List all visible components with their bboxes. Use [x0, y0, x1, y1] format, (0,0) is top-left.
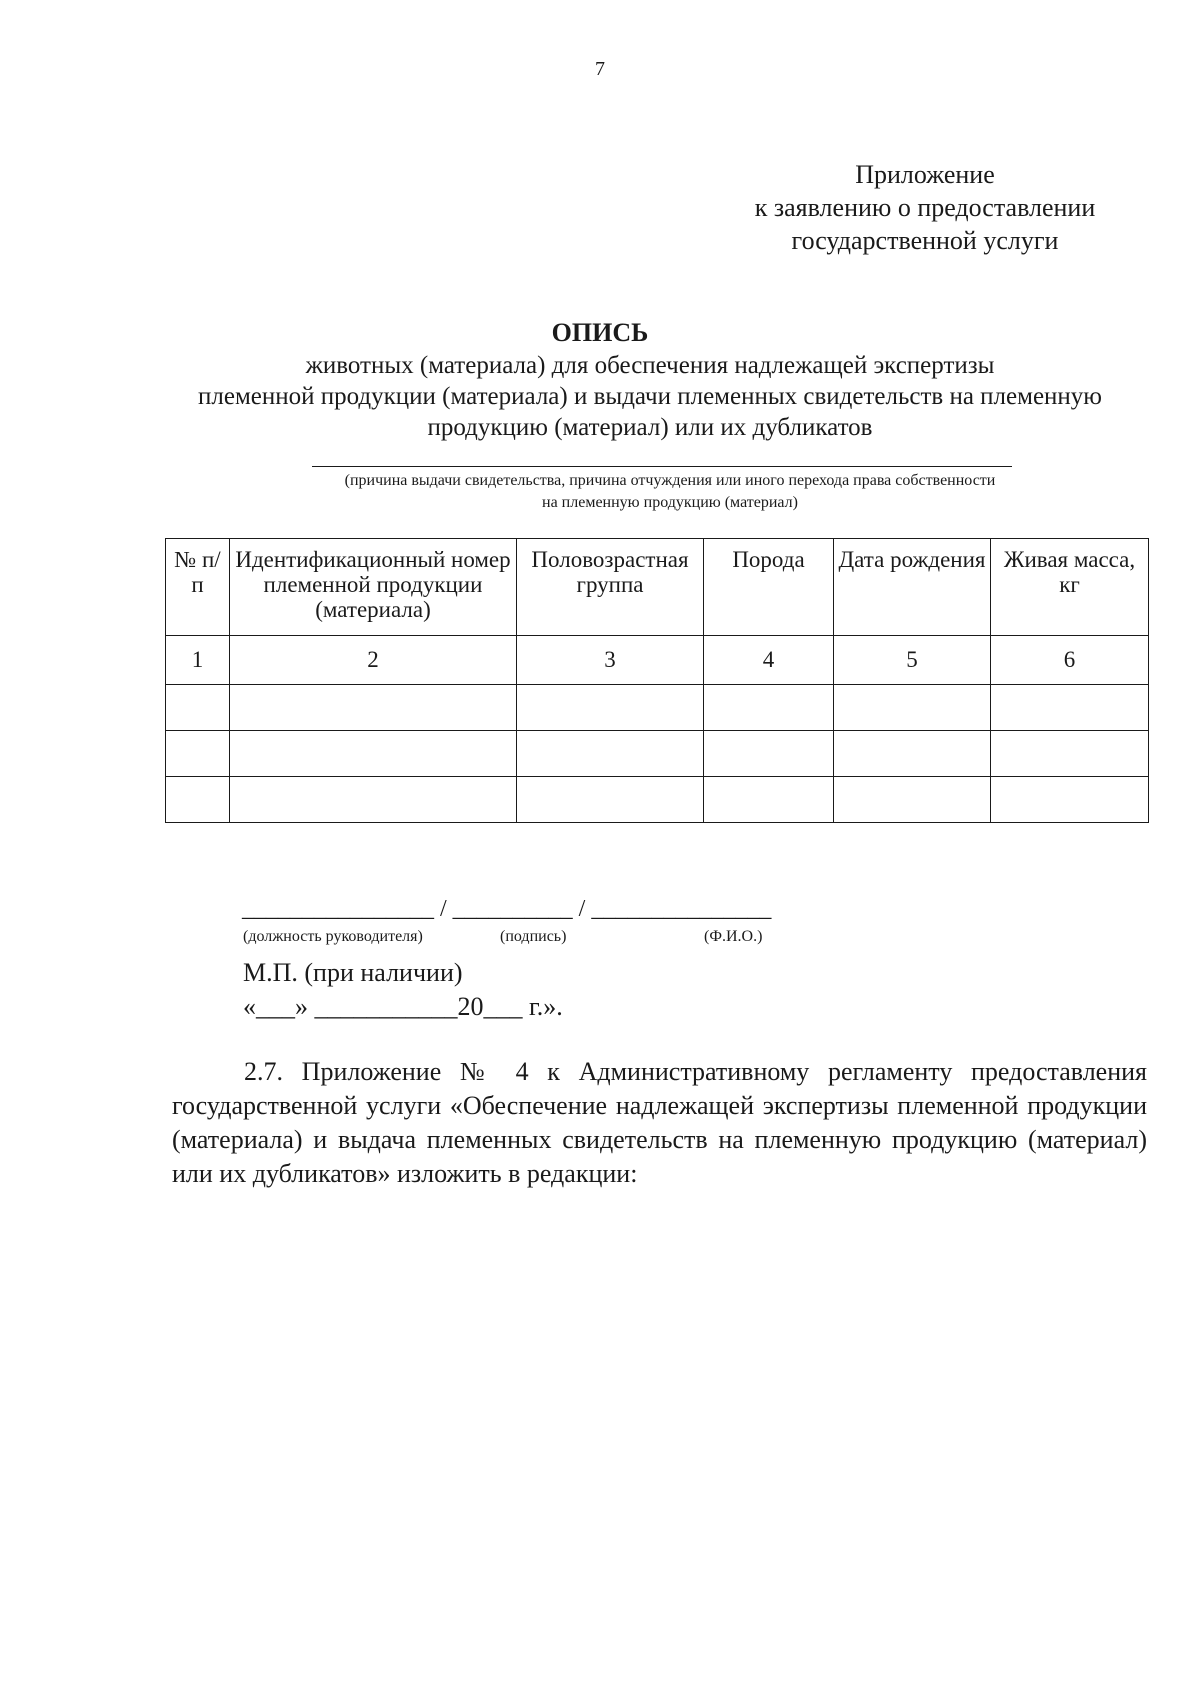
table-cell[interactable] [704, 685, 834, 731]
clause-paragraph: 2.7. Приложение № 4 к Административному регламенту предоставления государственной услуги «Обеспечение надлежащей экспертизы племенной продукции (материала) и выдача племенных свидетельств на племенную продукцию (материал) или их дубликатов» изложить в редакции: [172, 1057, 1147, 1188]
appendix-block [730, 158, 1120, 257]
document-subtitle [160, 350, 1140, 443]
column-index: 3 [517, 636, 704, 685]
reason-caption [240, 470, 1100, 514]
table-cell[interactable] [704, 777, 834, 823]
table-cell[interactable] [991, 777, 1149, 823]
table-cell[interactable] [166, 777, 230, 823]
table-cell[interactable] [230, 685, 517, 731]
column-index-row [166, 636, 1149, 685]
subtitle-line-3: продукцию (материал) или их дубликатов [427, 414, 873, 441]
table-cell[interactable] [834, 777, 991, 823]
table-row [166, 731, 1149, 777]
table-cell[interactable] [166, 731, 230, 777]
table-row [166, 685, 1149, 731]
document-title: ОПИСЬ [551, 318, 649, 347]
column-index: 1 [166, 636, 230, 685]
subtitle-line-2: племенной продукции (материала) и выдачи племенных свидетельств на племенную [198, 383, 1102, 410]
header-birth-date: Дата рождения [834, 539, 991, 636]
table-cell[interactable] [517, 685, 704, 731]
inventory-table [165, 538, 1149, 823]
table-cell[interactable] [704, 731, 834, 777]
signature-line[interactable]: ________________ / __________ / _______________ [242, 896, 772, 922]
table-cell[interactable] [166, 685, 230, 731]
table-cell[interactable] [834, 685, 991, 731]
table-cell[interactable] [517, 731, 704, 777]
column-index: 2 [230, 636, 517, 685]
table-row [166, 777, 1149, 823]
header-breed: Порода [704, 539, 834, 636]
appendix-line-2: к заявлению о предоставлении [754, 193, 1096, 222]
header-sex-age-group: Половозрастная группа [517, 539, 704, 636]
header-live-weight: Живая масса, кг [991, 539, 1149, 636]
column-index: 6 [991, 636, 1149, 685]
reason-blank-line[interactable] [312, 466, 1012, 467]
column-index: 4 [704, 636, 834, 685]
reason-caption-line-2: на племенную продукцию (материал) [542, 494, 798, 511]
table-cell[interactable] [834, 731, 991, 777]
reason-caption-line-1: (причина выдачи свидетельства, причина отчуждения или иного перехода права собственности [344, 472, 996, 489]
column-index: 5 [834, 636, 991, 685]
table-header-row [166, 539, 1149, 636]
table-cell[interactable] [991, 685, 1149, 731]
header-id-number: Идентификационный номер племенной продукции (материала) [230, 539, 517, 636]
caption-full-name: (Ф.И.О.) [704, 928, 763, 945]
stamp-place: М.П. (при наличии) [243, 958, 463, 987]
header-number: № п/п [166, 539, 230, 636]
table-cell[interactable] [991, 731, 1149, 777]
table-cell[interactable] [517, 777, 704, 823]
appendix-line-3: государственной услуги [791, 226, 1059, 255]
caption-position: (должность руководителя) [243, 928, 423, 945]
appendix-line-1: Приложение [855, 160, 995, 189]
date-line[interactable]: «___» ___________20___ г.». [243, 992, 563, 1021]
page-number: 7 [595, 58, 605, 80]
table-cell[interactable] [230, 731, 517, 777]
caption-signature: (подпись) [500, 928, 567, 945]
subtitle-line-1: животных (материала) для обеспечения надлежащей экспертизы [305, 352, 995, 379]
table-cell[interactable] [230, 777, 517, 823]
